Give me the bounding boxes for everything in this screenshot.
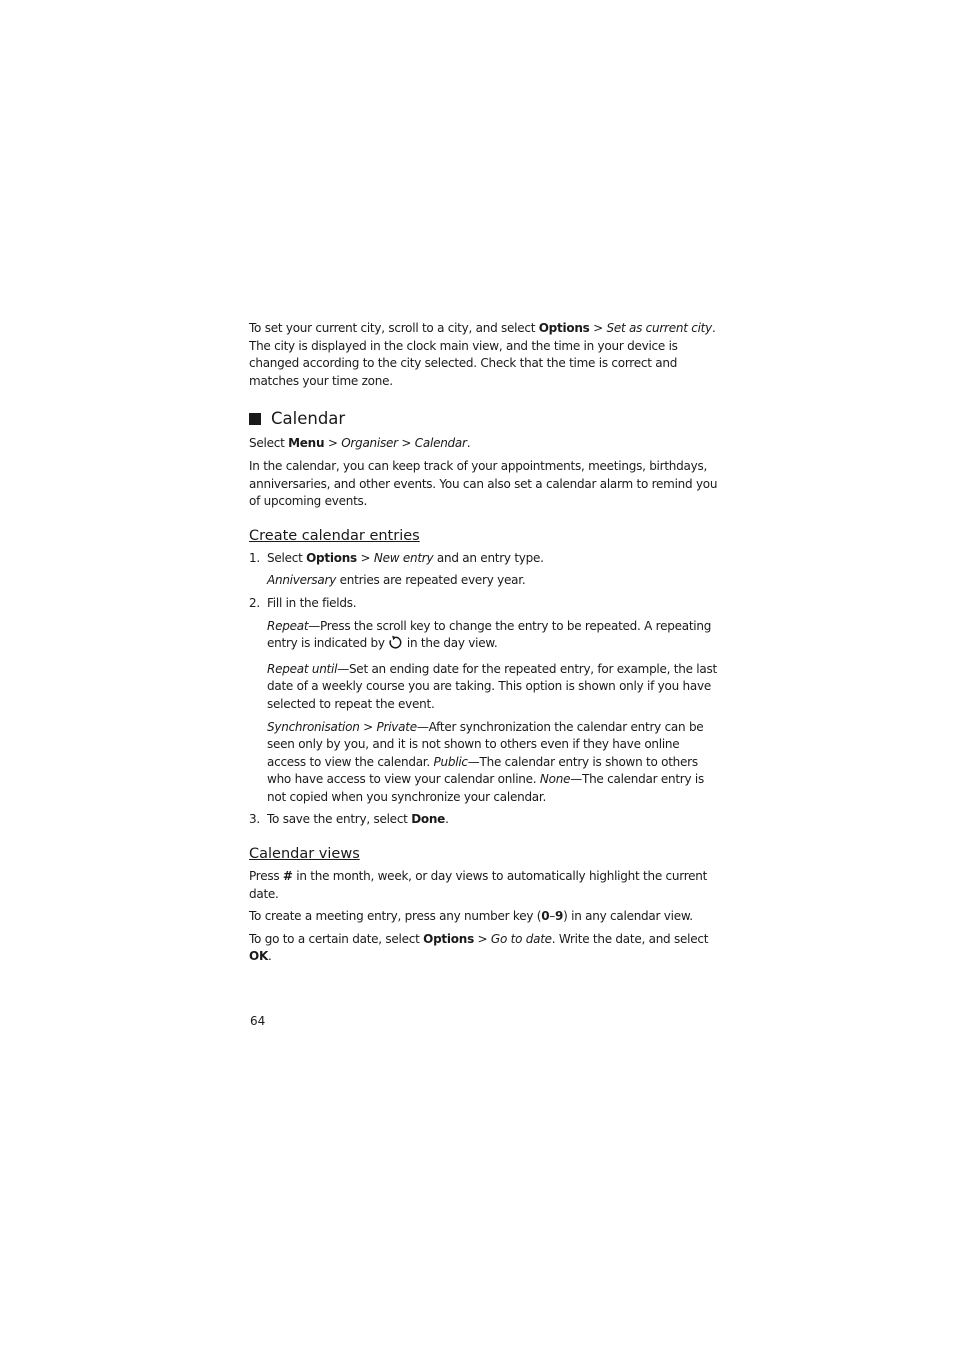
text: .	[445, 812, 449, 827]
text: –	[549, 909, 556, 924]
calendar-term: Calendar	[414, 436, 467, 451]
step-2	[249, 595, 719, 613]
repeat-term: Repeat	[267, 618, 309, 633]
text: Press	[249, 869, 283, 884]
options-term: Options	[306, 550, 357, 565]
text: in the month, week, or day views to automatically highlight the current date.	[249, 869, 708, 901]
intro-paragraph	[249, 320, 719, 390]
views-paragraph-3	[249, 931, 719, 966]
go-to-date-term: Go to date	[490, 931, 552, 946]
text: and an entry type.	[433, 550, 544, 565]
none-term: None	[539, 772, 571, 787]
organiser-term: Organiser	[341, 436, 398, 451]
private-term: Private	[376, 719, 417, 734]
text: >	[589, 321, 607, 335]
key-9: 9	[555, 909, 564, 924]
text: . Write the date, and select	[551, 931, 709, 946]
synchronisation-field	[249, 719, 719, 807]
repeat-until-term: Repeat until	[267, 661, 338, 676]
text: >	[397, 436, 415, 451]
synchronisation-term: Synchronisation	[267, 719, 360, 734]
repeat-field	[249, 618, 719, 656]
calendar-description: In the calendar, you can keep track of your appointments, meetings, birthdays, anniversaries, and other events. You can also set a calendar alarm to remind you of upcoming events.	[249, 458, 718, 509]
step-number: 2.	[249, 595, 260, 610]
page-number: 64	[250, 1014, 266, 1028]
text: —The calendar entry is not copied when you synchronize your calendar.	[267, 772, 704, 804]
text: —The calendar entry is shown to others who have access to view your calendar online.	[267, 754, 698, 787]
text: —Press the scroll key to change the entry to be repeated. A repeating entry is indicated by	[267, 618, 712, 651]
calendar-views-heading: Calendar views	[249, 846, 360, 863]
text: . The city is displayed in the clock main view, and the time in your device is changed according to the city selected. Check that the time is correct and matches your time zone.	[249, 321, 716, 388]
text: Fill in the fields.	[267, 595, 357, 610]
step-number: 3.	[249, 812, 260, 827]
text: Select	[249, 436, 289, 451]
text: ) in any calendar view.	[563, 909, 693, 924]
repeat-icon	[388, 635, 403, 656]
text: To create a meeting entry, press any number key (	[249, 909, 542, 924]
create-entries-heading: Create calendar entries	[249, 527, 420, 544]
options-term: Options	[423, 931, 474, 946]
text: —After synchronization the calendar entry can be seen only by you, and it is not shown to others even if they have online access to view the calendar.	[267, 719, 704, 769]
text: in the day view.	[403, 636, 498, 651]
options-term: Options	[538, 321, 590, 335]
text: .	[466, 436, 471, 451]
calendar-select-path	[249, 435, 719, 453]
views-paragraph-2	[249, 908, 719, 926]
repeat-until-field	[249, 661, 719, 714]
step-1	[249, 550, 719, 568]
hash-key: #	[282, 869, 293, 884]
set-as-current-city-term: Set as current city	[606, 321, 712, 335]
text: >	[324, 436, 342, 451]
views-paragraph-1	[249, 868, 719, 903]
text: To set your current city, scroll to a city, and select	[249, 321, 539, 335]
text: >	[356, 550, 374, 565]
public-term: Public	[433, 754, 468, 769]
new-entry-term: New entry	[373, 550, 434, 565]
text: To save the entry, select	[267, 812, 412, 827]
text: To go to a certain date, select	[249, 931, 424, 946]
step-3	[249, 811, 719, 829]
text: —Set an ending date for the repeated entry, for example, the last date of a weekly course you are taking. This option is shown only if you have selected to repeat the event.	[267, 661, 717, 711]
page-content	[249, 320, 719, 966]
menu-term: Menu	[288, 436, 325, 451]
text: >	[473, 931, 491, 946]
calendar-title: Calendar	[271, 409, 346, 429]
text: entries are repeated every year.	[336, 573, 526, 588]
ok-term: OK	[249, 949, 268, 964]
text: .	[268, 949, 272, 964]
done-term: Done	[411, 812, 446, 827]
anniversary-note	[249, 572, 719, 590]
calendar-heading	[249, 409, 719, 429]
section-square-icon	[249, 413, 261, 425]
text: >	[359, 719, 377, 734]
step-number: 1.	[249, 550, 260, 565]
text: Select	[267, 550, 307, 565]
key-0: 0	[541, 909, 550, 924]
anniversary-term: Anniversary	[267, 573, 337, 588]
